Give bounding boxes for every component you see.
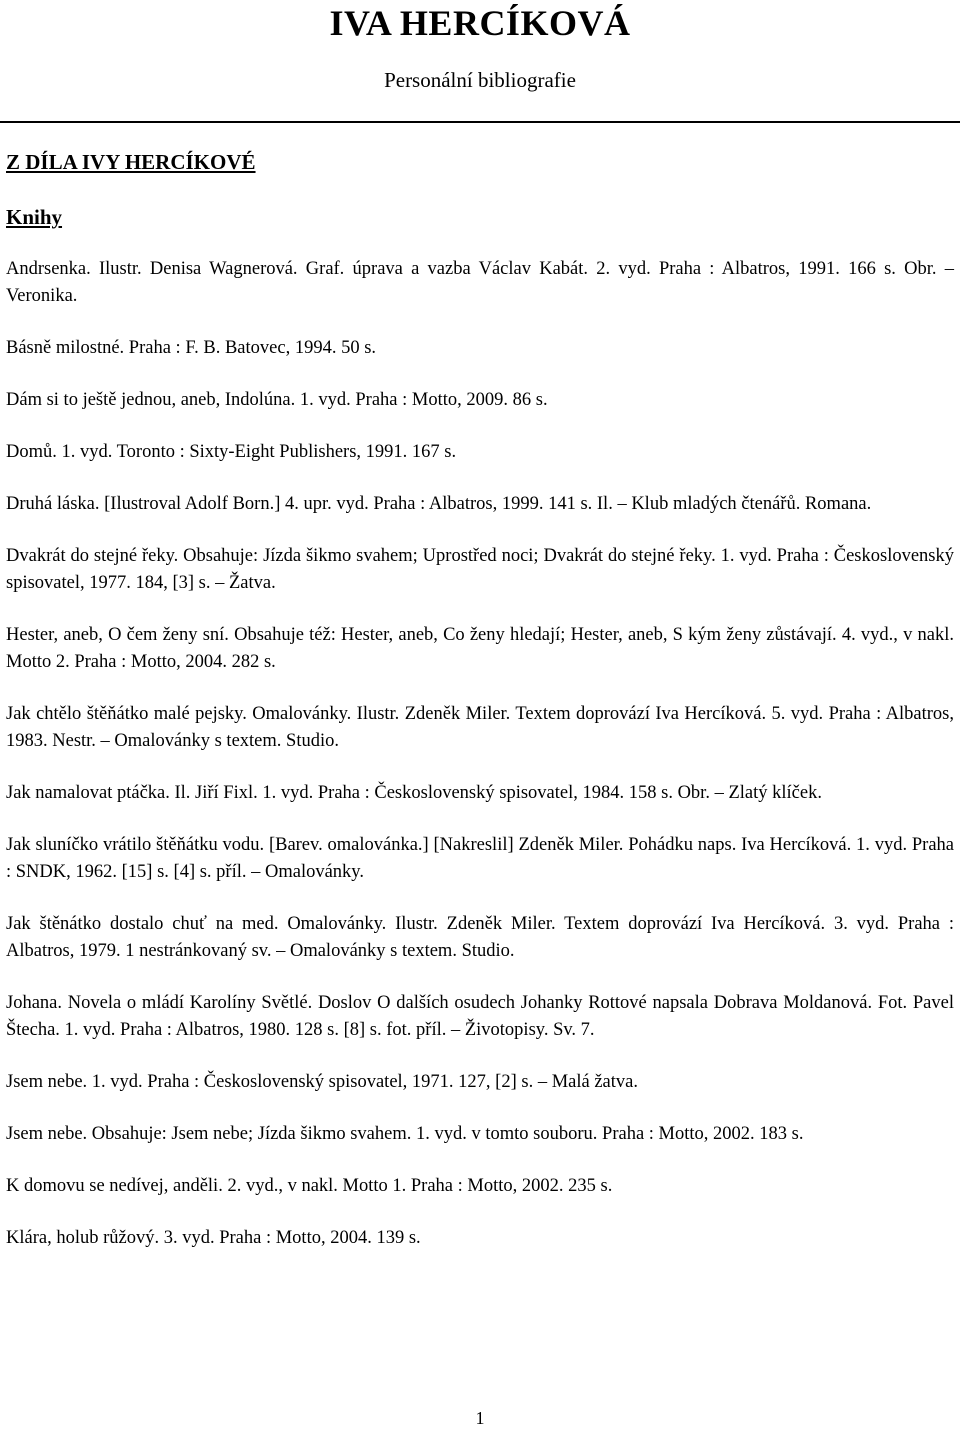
horizontal-divider [0, 121, 960, 123]
page-number: 1 [475, 1408, 485, 1428]
bibliography-entry: Dám si to ještě jednou, aneb, Indolúna. 1. vyd. Praha : Motto, 2009. 86 s. [6, 390, 548, 410]
bibliography-list [6, 256, 954, 1277]
bibliography-entry: K domovu se nedívej, anděli. 2. vyd., v nakl. Motto 1. Praha : Motto, 2002. 235 s. [6, 1176, 613, 1196]
bibliography-entry: Domů. 1. vyd. Toronto : Sixty-Eight Publishers, 1991. 167 s. [6, 442, 457, 462]
section-heading: Z DÍLA IVY HERCÍKOVÉ [6, 150, 256, 174]
bibliography-entry: Jak chtělo štěňátko malé pejsky. Omalovánky. Ilustr. Zdeněk Miler. Textem doprovází Iva Hercíková. 5. vyd. Praha : Albatros, 1983. Nestr. – Omalovánky s textem. Studio. [6, 704, 954, 751]
bibliography-entry: Jsem nebe. 1. vyd. Praha : Československý spisovatel, 1971. 127, [2] s. – Malá žatva. [6, 1072, 638, 1092]
bibliography-entry: Jak sluníčko vrátilo štěňátku vodu. [Barev. omalovánka.] [Nakreslil] Zdeněk Miler. Pohádku naps. Iva Hercíková. 1. vyd. Praha : SNDK, 1962. [15] s. [4] s. příl. – Omalovánky. [6, 835, 954, 882]
bibliography-entry: Andrsenka. Ilustr. Denisa Wagnerová. Graf. úprava a vazba Václav Kabát. 2. vyd. Praha : Albatros, 1991. 166 s. Obr. – Veronika. [6, 259, 954, 306]
bibliography-entry: Dvakrát do stejné řeky. Obsahuje: Jízda šikmo svahem; Uprostřed noci; Dvakrát do stejné řeky. 1. vyd. Praha : Československý spisovatel, 1977. 184, [3] s. – Žatva. [6, 546, 954, 593]
bibliography-entry: Johana. Novela o mládí Karolíny Světlé. Doslov O dalších osudech Johanky Rottové napsala Dobrava Moldanová. Fot. Pavel Štecha. 1. vyd. Praha : Albatros, 1980. 128 s. [8] s. fot. příl. – Životopisy. Sv. 7. [6, 993, 954, 1040]
bibliography-entry: Jak štěnátko dostalo chuť na med. Omalovánky. Ilustr. Zdeněk Miler. Textem doprovází Iva Hercíková. 3. vyd. Praha : Albatros, 1979. 1 nestránkovaný sv. – Omalovánky s textem. Studio. [6, 914, 954, 961]
subsection-heading: Knihy [6, 205, 63, 229]
page-subtitle: Personální bibliografie [384, 68, 576, 92]
bibliography-entry: Hester, aneb, O čem ženy sní. Obsahuje též: Hester, aneb, Co ženy hledají; Hester, aneb, S kým ženy zůstávají. 4. vyd., v nakl. Motto 2. Praha : Motto, 2004. 282 s. [6, 625, 954, 672]
page-title: IVA HERCÍKOVÁ [329, 3, 631, 43]
bibliography-entry: Jsem nebe. Obsahuje: Jsem nebe; Jízda šikmo svahem. 1. vyd. v tomto souboru. Praha : Motto, 2002. 183 s. [6, 1124, 804, 1144]
bibliography-entry: Druhá láska. [Ilustroval Adolf Born.] 4. upr. vyd. Praha : Albatros, 1999. 141 s. Il. – Klub mladých čtenářů. Romana. [6, 494, 872, 514]
bibliography-entry: Jak namalovat ptáčka. Il. Jiří Fixl. 1. vyd. Praha : Československý spisovatel, 1984. 158 s. Obr. – Zlatý klíček. [6, 783, 822, 803]
bibliography-entry: Básně milostné. Praha : F. B. Batovec, 1994. 50 s. [6, 338, 377, 358]
bibliography-entry: Klára, holub růžový. 3. vyd. Praha : Motto, 2004. 139 s. [6, 1228, 421, 1248]
